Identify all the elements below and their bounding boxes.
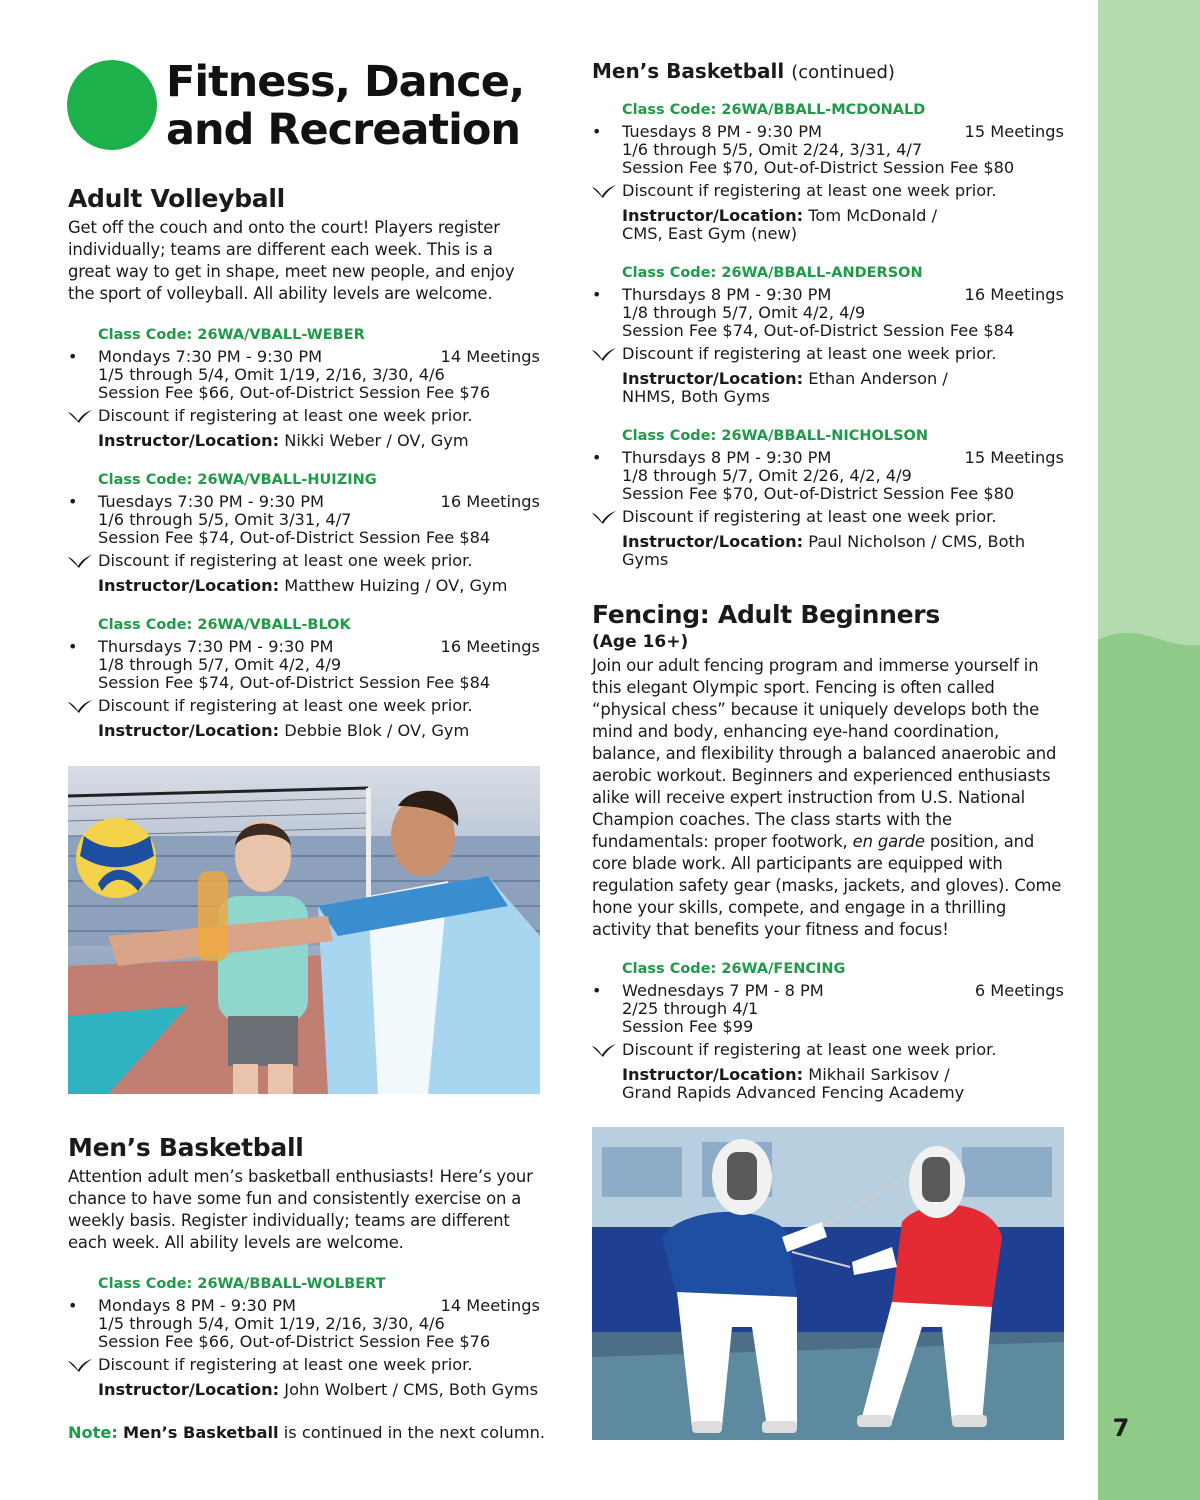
instructor-label: Instructor/Location:: [622, 532, 804, 551]
class-meetings: 14 Meetings: [440, 1296, 540, 1315]
class-location: CMS, East Gym (new): [622, 224, 798, 243]
side-tab-wave: [1098, 0, 1200, 1500]
class-discount: Discount if registering at least one week prior.: [98, 1355, 473, 1374]
fencing-desc-part2: position, and core blade work. All participants are equipped with regulation safety gear (masks, jackets, and gloves). Come hone your skills, compete, and engage in a thrilling activity that benefits your fitness and focus!: [592, 832, 1062, 939]
class-fee: Session Fee $66, Out-of-District Session Fee $76: [98, 1332, 491, 1351]
side-tab: [1098, 0, 1200, 1500]
continued-title: Men’s Basketball: [592, 59, 785, 83]
note-label: Note:: [68, 1423, 118, 1442]
section-circle-icon: [67, 60, 157, 150]
note-text: is continued in the next column.: [278, 1423, 545, 1442]
bullet-icon: •: [68, 347, 78, 366]
class-code: Class Code: 26WA/VBALL-HUIZING: [98, 472, 377, 488]
fencing-heading: Fencing: Adult Beginners: [592, 600, 940, 629]
class-dates: 1/8 through 5/7, Omit 2/26, 4/2, 4/9: [622, 466, 912, 485]
class-time: Thursdays 8 PM - 9:30 PM: [622, 285, 832, 304]
class-fee: Session Fee $70, Out-of-District Session Fee $80: [622, 158, 1015, 177]
class-discount: Discount if registering at least one week prior.: [622, 344, 997, 363]
class-code: Class Code: 26WA/FENCING: [622, 961, 846, 977]
class-time: Mondays 7:30 PM - 9:30 PM: [98, 347, 323, 366]
class-fee: Session Fee $66, Out-of-District Session Fee $76: [98, 383, 491, 402]
class-fee: Session Fee $70, Out-of-District Session Fee $80: [622, 484, 1015, 503]
volleyball-photo: [68, 766, 540, 1094]
continuation-note: [68, 1423, 545, 1443]
left-column: [68, 183, 540, 740]
class-instructor: John Wolbert / CMS, Both Gyms: [284, 1380, 539, 1399]
class-listing: [68, 470, 540, 595]
class-dates: 1/6 through 5/5, Omit 2/24, 3/31, 4/7: [622, 140, 923, 159]
basketball-continued-heading: [592, 58, 1064, 86]
class-discount: Discount if registering at least one week prior.: [622, 507, 997, 526]
class-instructor: Ethan Anderson /: [808, 369, 948, 388]
instructor-label: Instructor/Location:: [98, 1380, 280, 1399]
bullet-icon: •: [68, 492, 78, 511]
volleyball-description: Get off the couch and onto the court! Players register individually; teams are different each week. This is a great way to get in shape, meet new people, and enjoy the sport of volleyball. All ability levels are welcome.: [68, 218, 515, 303]
continued-suffix: (continued): [791, 62, 895, 83]
bullet-icon: •: [592, 981, 602, 1000]
instructor-label: Instructor/Location:: [98, 576, 280, 595]
title-line-1: Fitness, Dance,: [166, 57, 525, 107]
class-instructor: Matthew Huizing / OV, Gym: [284, 576, 508, 595]
class-fee: Session Fee $74, Out-of-District Session Fee $84: [622, 321, 1015, 340]
class-time: Mondays 8 PM - 9:30 PM: [98, 1296, 297, 1315]
class-listing: [68, 325, 540, 450]
checkmark-swoosh-icon: [67, 554, 93, 568]
fencing-age: (Age 16+): [592, 632, 689, 652]
fencing-desc-part1: Join our adult fencing program and immerse yourself in this elegant Olympic sport. Fencing is often called “physical chess” because it uniquely develops both the mind and body, enhancing eye-hand coordination, balance, and flexibility through a balanced anaerobic and aerobic workout. Beginners and experienced enthusiasts alike will receive expert instruction from U.S. National Champion coaches. The class starts with the fundamentals: proper footwork,: [592, 656, 1057, 851]
class-meetings: 15 Meetings: [964, 448, 1064, 467]
class-meetings: 16 Meetings: [964, 285, 1064, 304]
class-listing: [68, 1274, 540, 1399]
fencing-photo: [592, 1127, 1064, 1440]
basketball-section: [68, 1132, 540, 1399]
bullet-icon: •: [592, 122, 602, 141]
class-code: Class Code: 26WA/BBALL-ANDERSON: [622, 265, 923, 281]
title-line-2: and Recreation: [166, 105, 520, 155]
class-listing: [592, 426, 1064, 569]
class-code: Class Code: 26WA/BBALL-NICHOLSON: [622, 428, 929, 444]
class-code: Class Code: 26WA/BBALL-WOLBERT: [98, 1276, 386, 1292]
class-listing: [68, 615, 540, 740]
class-dates: 2/25 through 4/1: [622, 999, 759, 1018]
checkmark-swoosh-icon: [591, 184, 617, 198]
class-fee: Session Fee $74, Out-of-District Session Fee $84: [98, 528, 491, 547]
right-column: [592, 58, 1064, 1102]
class-time: Thursdays 7:30 PM - 9:30 PM: [98, 637, 334, 656]
class-meetings: 6 Meetings: [974, 981, 1064, 1000]
class-instructor: Mikhail Sarkisov /: [808, 1065, 950, 1084]
class-discount: Discount if registering at least one week prior.: [622, 181, 997, 200]
class-fee: Session Fee $74, Out-of-District Session Fee $84: [98, 673, 491, 692]
class-location: Grand Rapids Advanced Fencing Academy: [622, 1083, 965, 1102]
page-title: [166, 58, 524, 154]
instructor-label: Instructor/Location:: [622, 206, 804, 225]
instructor-label: Instructor/Location:: [98, 721, 280, 740]
class-location: NHMS, Both Gyms: [622, 387, 770, 406]
class-time: Thursdays 8 PM - 9:30 PM: [622, 448, 832, 467]
bullet-icon: •: [592, 285, 602, 304]
basketball-description: Attention adult men’s basketball enthusiasts! Here’s your chance to have some fun and consistently exercise on a weekly basis. Register individually; teams are different each week. All ability levels are welcome.: [68, 1167, 533, 1252]
class-fee: Session Fee $99: [622, 1017, 754, 1036]
class-instructor: Nikki Weber / OV, Gym: [284, 431, 469, 450]
class-discount: Discount if registering at least one week prior.: [98, 696, 473, 715]
instructor-label: Instructor/Location:: [98, 431, 280, 450]
class-dates: 1/8 through 5/7, Omit 4/2, 4/9: [622, 303, 866, 322]
class-listing: [592, 959, 1064, 1102]
instructor-label: Instructor/Location:: [622, 1065, 804, 1084]
instructor-label: Instructor/Location:: [622, 369, 804, 388]
class-instructor: Paul Nicholson / CMS, Both Gyms: [622, 532, 1026, 569]
fencing-description: [592, 655, 1064, 941]
class-meetings: 15 Meetings: [964, 122, 1064, 141]
bullet-icon: •: [592, 448, 602, 467]
class-listing: [592, 100, 1064, 243]
bullet-icon: •: [68, 1296, 78, 1315]
class-dates: 1/5 through 5/4, Omit 1/19, 2/16, 3/30, 4/6: [98, 365, 445, 384]
class-time: Wednesdays 7 PM - 8 PM: [622, 981, 824, 1000]
page-number: 7: [1112, 1414, 1130, 1442]
class-meetings: 14 Meetings: [440, 347, 540, 366]
class-code: Class Code: 26WA/VBALL-WEBER: [98, 327, 365, 343]
checkmark-swoosh-icon: [591, 1043, 617, 1057]
class-time: Tuesdays 7:30 PM - 9:30 PM: [98, 492, 325, 511]
class-meetings: 16 Meetings: [440, 637, 540, 656]
checkmark-swoosh-icon: [67, 1358, 93, 1372]
class-listing: [592, 263, 1064, 406]
class-time: Tuesdays 8 PM - 9:30 PM: [622, 122, 822, 141]
bullet-icon: •: [68, 637, 78, 656]
class-instructor: Tom McDonald /: [808, 206, 938, 225]
class-dates: 1/6 through 5/5, Omit 3/31, 4/7: [98, 510, 352, 529]
class-discount: Discount if registering at least one week prior.: [98, 406, 473, 425]
class-discount: Discount if registering at least one week prior.: [622, 1040, 997, 1059]
checkmark-swoosh-icon: [67, 699, 93, 713]
checkmark-swoosh-icon: [591, 510, 617, 524]
class-dates: 1/8 through 5/7, Omit 4/2, 4/9: [98, 655, 342, 674]
class-code: Class Code: 26WA/BBALL-MCDONALD: [622, 102, 926, 118]
checkmark-swoosh-icon: [591, 347, 617, 361]
checkmark-swoosh-icon: [67, 409, 93, 423]
class-instructor: Debbie Blok / OV, Gym: [284, 721, 470, 740]
note-bold: Men’s Basketball: [123, 1423, 279, 1442]
volleyball-heading: Adult Volleyball: [68, 184, 285, 213]
class-code: Class Code: 26WA/VBALL-BLOK: [98, 617, 351, 633]
fencing-desc-italic: en garde: [852, 832, 925, 851]
class-discount: Discount if registering at least one week prior.: [98, 551, 473, 570]
basketball-heading: Men’s Basketball: [68, 1133, 304, 1162]
class-meetings: 16 Meetings: [440, 492, 540, 511]
class-dates: 1/5 through 5/4, Omit 1/19, 2/16, 3/30, 4/6: [98, 1314, 445, 1333]
